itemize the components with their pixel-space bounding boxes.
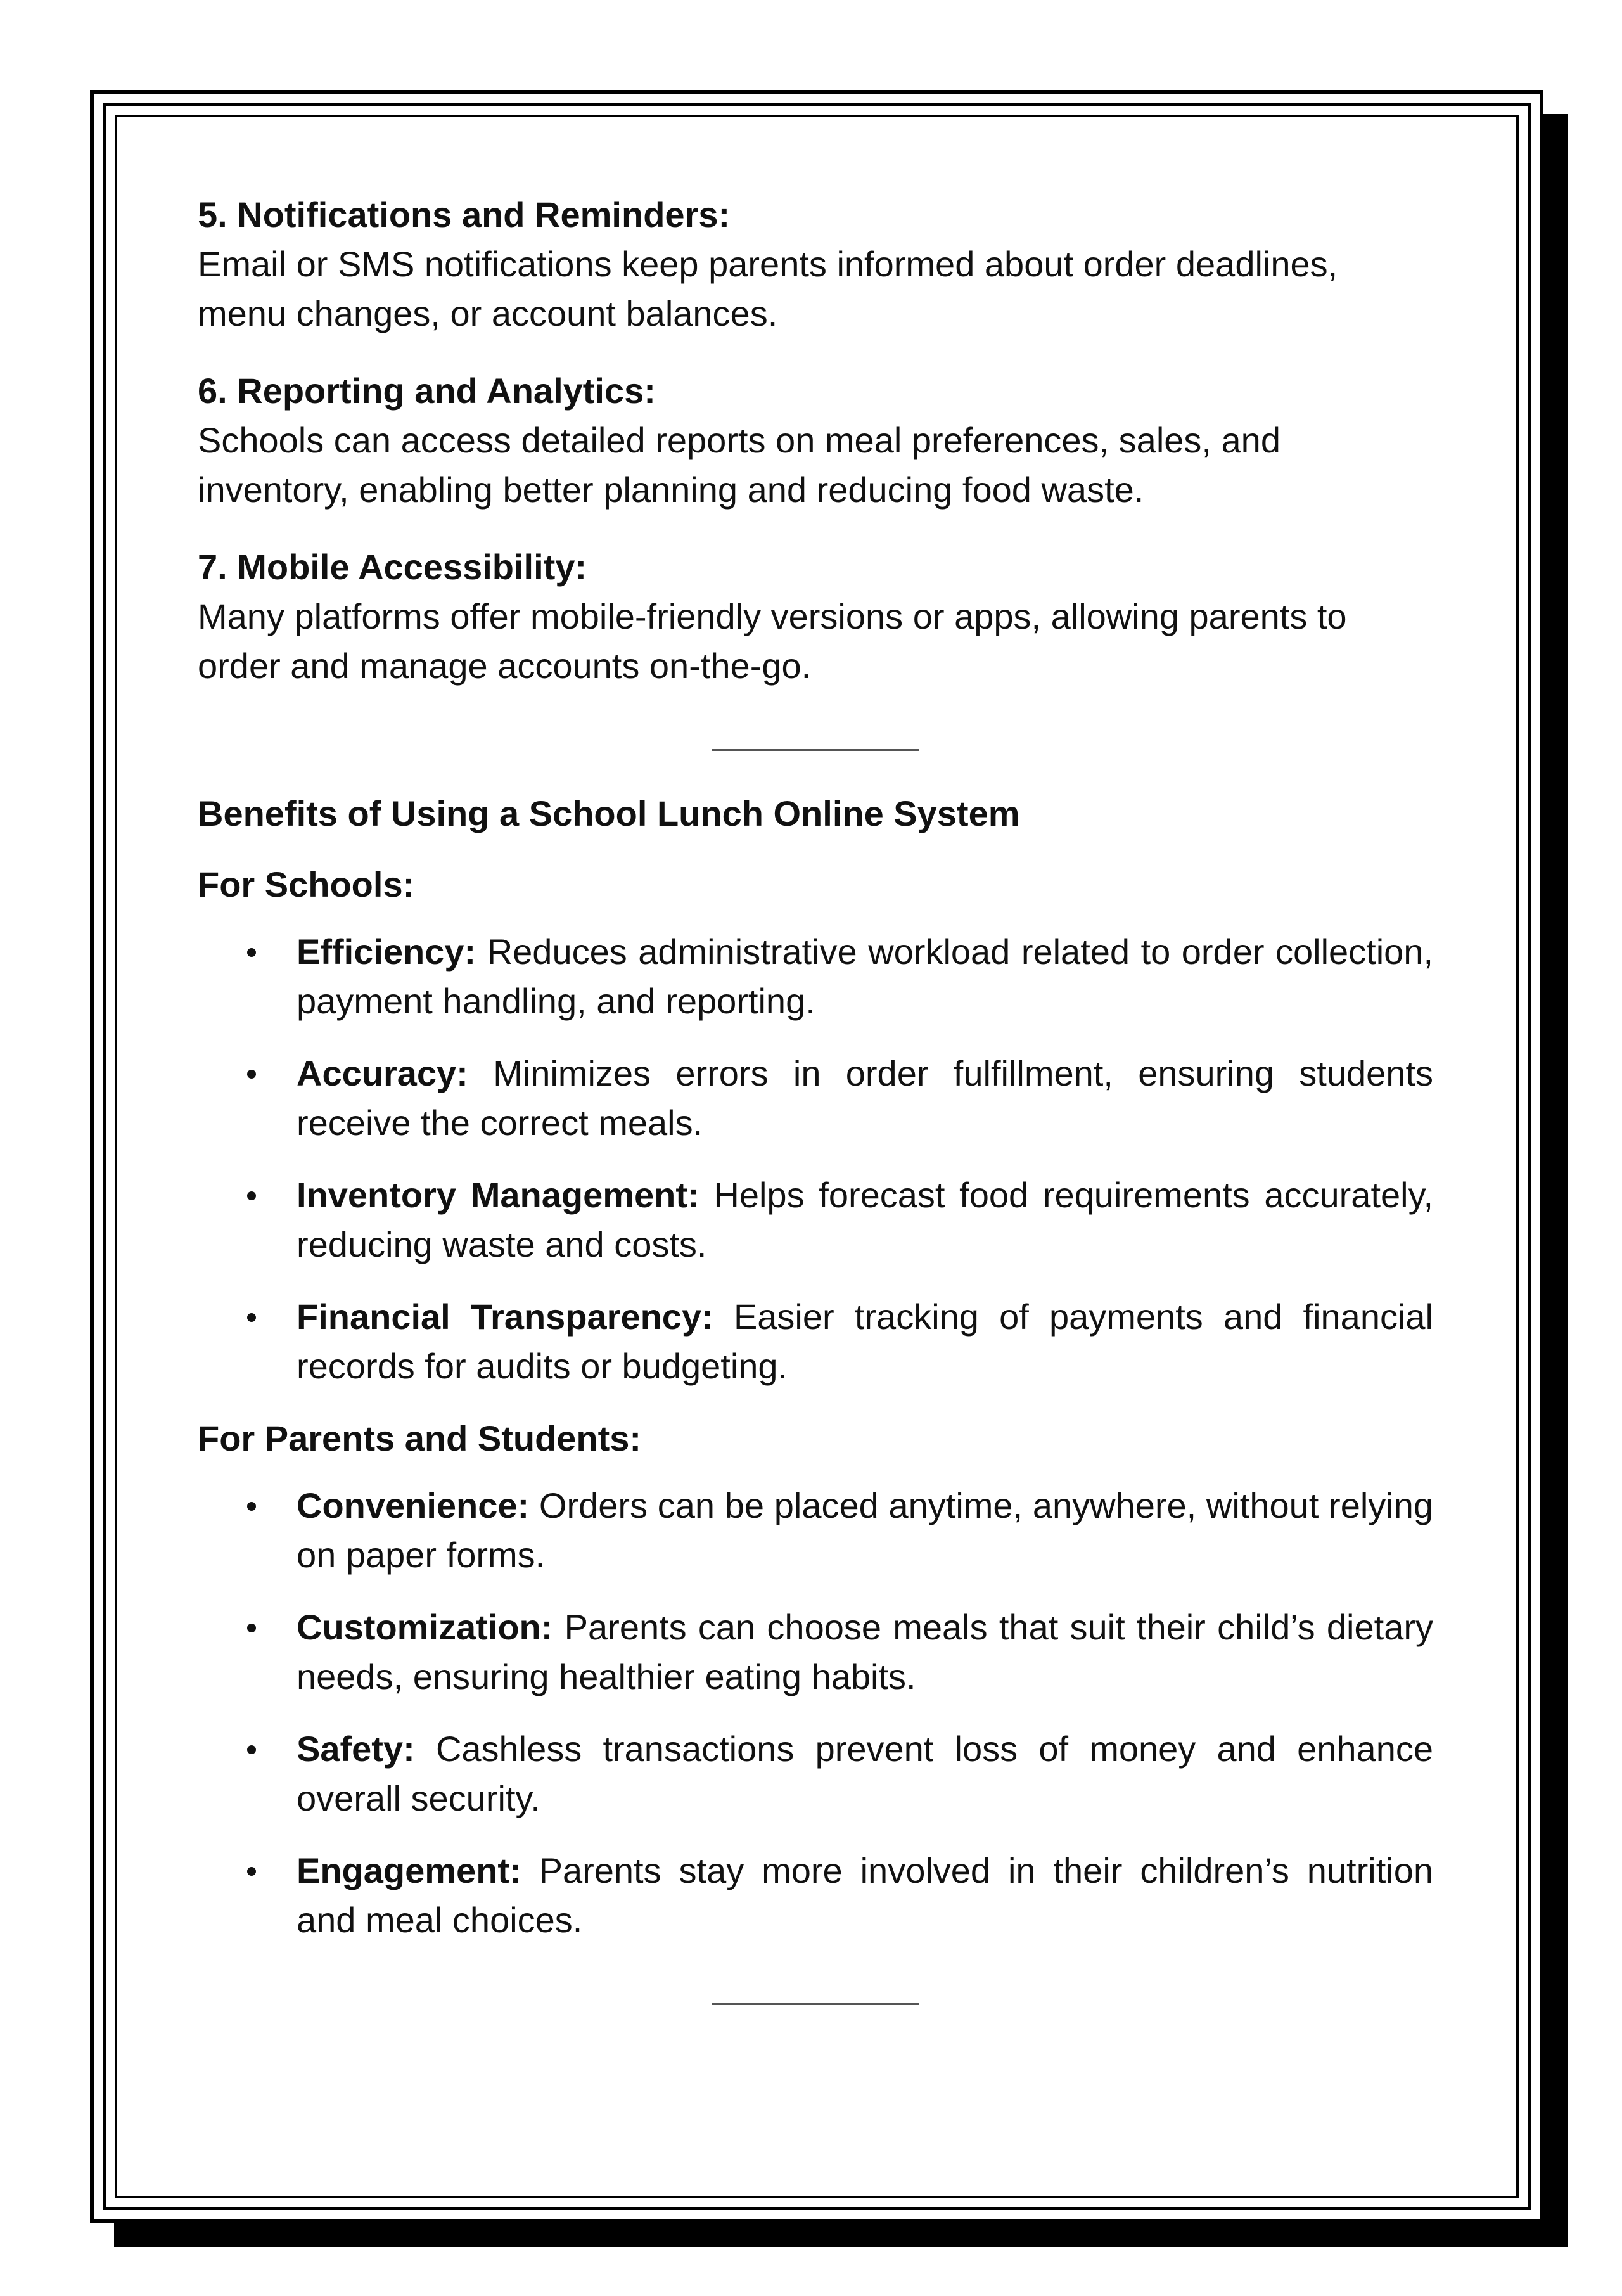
item-term: Accuracy: (297, 1053, 468, 1093)
section-body: Many platforms offer mobile-friendly versions or apps, allowing parents to order and manage accounts on-the-go. (198, 596, 1347, 686)
item-term: Convenience: (297, 1485, 530, 1525)
list-item (198, 1603, 1433, 1702)
item-term: Engagement: (297, 1850, 521, 1890)
bullet-icon (247, 1313, 256, 1322)
item-term: Safety: (297, 1729, 415, 1769)
schools-benefits-list (198, 927, 1433, 1391)
item-term: Financial Transparency: (297, 1297, 713, 1337)
section-body: Email or SMS notifications keep parents informed about order deadlines, menu changes, or account balances. (198, 244, 1338, 333)
list-item (198, 1292, 1433, 1391)
item-text: Easier tracking of payments and financial records for audits or budgeting. (297, 1297, 1433, 1386)
item-text: Cashless transactions prevent loss of money and enhance overall security. (297, 1729, 1433, 1818)
parents-subheading: For Parents and Students: (198, 1418, 642, 1458)
item-text: Parents stay more involved in their children’s nutrition and meal choices. (297, 1850, 1433, 1940)
item-term: Inventory Management: (297, 1175, 699, 1215)
item-text: Parents can choose meals that suit their child’s dietary needs, ensuring healthier eating habits. (297, 1607, 1433, 1696)
section-body: Schools can access detailed reports on meal preferences, sales, and inventory, enabling better planning and reducing food waste. (198, 420, 1280, 510)
bullet-icon (247, 1867, 256, 1876)
bullet-icon (247, 1624, 256, 1632)
section-divider (712, 749, 919, 751)
bullet-icon (247, 1502, 256, 1511)
list-item (198, 1170, 1433, 1269)
bullet-icon (247, 1070, 256, 1079)
section-title: 6. Reporting and Analytics: (198, 371, 656, 411)
item-text: Orders can be placed anytime, anywhere, without relying on paper forms. (297, 1485, 1434, 1575)
benefits-heading: Benefits of Using a School Lunch Online System (198, 793, 1020, 833)
section-title: 7. Mobile Accessibility: (198, 547, 587, 587)
list-item (198, 927, 1433, 1026)
page-content (198, 190, 1433, 2043)
bullet-icon (247, 1191, 256, 1200)
list-item (198, 1481, 1433, 1580)
list-item (198, 1724, 1433, 1823)
bullet-icon (247, 948, 256, 957)
section-divider (712, 2003, 919, 2005)
bullet-icon (247, 1745, 256, 1754)
list-item (198, 1846, 1433, 1945)
item-term: Customization: (297, 1607, 553, 1647)
schools-subheading: For Schools: (198, 864, 415, 904)
item-term: Efficiency: (297, 932, 476, 972)
feature-section (198, 366, 1433, 515)
feature-section (198, 542, 1433, 691)
section-title: 5. Notifications and Reminders: (198, 195, 731, 234)
list-item (198, 1049, 1433, 1148)
item-text: Helps forecast food requirements accurately, reducing waste and costs. (297, 1175, 1433, 1264)
item-text: Minimizes errors in order fulfillment, ensuring students receive the correct meals. (297, 1053, 1434, 1143)
parents-benefits-list (198, 1481, 1433, 1945)
item-text: Reduces administrative workload related to order collection, payment handling, and reporting. (297, 932, 1434, 1021)
feature-section (198, 190, 1433, 338)
